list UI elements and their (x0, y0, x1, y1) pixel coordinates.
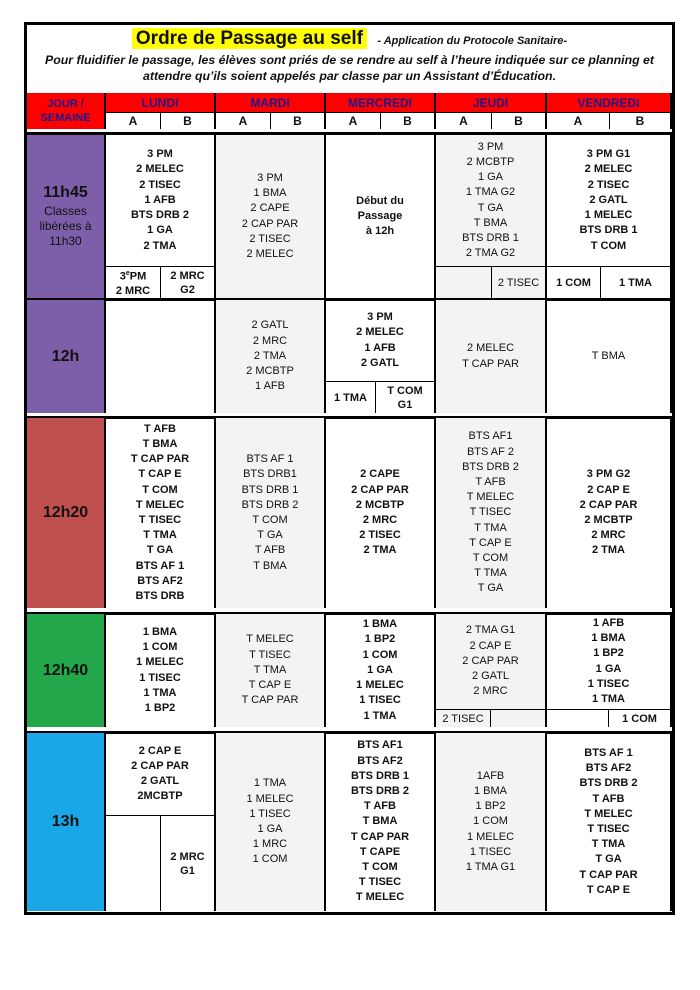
slot-12h20-jeudi (436, 418, 547, 608)
class-entry: 2 TISEC (139, 178, 181, 191)
time-label: 13h (51, 813, 80, 830)
day-header-mardi: MARDI (216, 93, 326, 112)
class-entry: BTS AF 1 (246, 453, 294, 466)
class-entry: 2 TMA (253, 349, 287, 362)
class-entry: T TISEC (138, 514, 182, 526)
class-entry: 2 CAP PAR (131, 759, 189, 772)
week-a-mercredi: A (326, 112, 381, 129)
slot-12h-mercredi-a (326, 381, 376, 413)
class-entry: BTS DRB 1 (462, 231, 519, 244)
class-entry: 2 TMA (143, 239, 177, 252)
class-entry: 3 PM (147, 148, 173, 161)
class-entry: 2 GATL (140, 775, 180, 787)
class-entry: T AFB (364, 800, 396, 813)
class-entry: BTS AF1 (357, 739, 403, 752)
class-entry: 2 GATL (471, 670, 510, 683)
class-entry: BTS DRB1 (243, 468, 297, 481)
class-entry: 2 MRC (362, 514, 398, 526)
class-entry: BTS DRB (135, 590, 185, 603)
class-entry: 1 COM (142, 641, 178, 654)
slot-12h-mardi (216, 300, 326, 413)
slot-13h-lundi-a (106, 815, 161, 911)
week-b-mardi: B (271, 112, 326, 129)
slot-13h-lundi-b (161, 815, 216, 911)
class-entry: G2 (180, 283, 195, 296)
slot-12h-mercredi-b (376, 381, 436, 413)
class-entry: T TISEC (358, 876, 402, 889)
class-entry: BTS DRB 2 (130, 209, 190, 222)
class-entry: BTS AF 2 (466, 445, 515, 458)
class-entry: BTS DRB 2 (350, 784, 410, 797)
class-entry: 1 TISEC (139, 671, 181, 684)
release-note (39, 204, 91, 249)
class-entry: 3 PM G1 (586, 148, 631, 161)
class-entry: 1 GA (367, 663, 393, 676)
class-entry: 1 COM (473, 815, 508, 828)
class-entry: G1 (397, 398, 413, 411)
class-entry: 2 MELEC (466, 342, 515, 355)
slot-12h40-vendredi-b (609, 709, 672, 727)
class-entry: T GA (257, 529, 283, 542)
class-entry: T CAP E (138, 468, 182, 481)
class-entry: 2 CAP E (138, 744, 182, 757)
class-entry: 1 MELEC (246, 792, 294, 805)
title-line (27, 28, 672, 50)
planning-frame (24, 22, 675, 915)
slot-11h45-lundi-b (161, 266, 216, 298)
class-entry: T AFB (592, 792, 625, 805)
class-entry: 1 COM (252, 853, 288, 866)
class-entry: 1 TMA (143, 686, 177, 699)
day-header-jeudi: JEUDI (436, 93, 547, 112)
class-entry: T COM (362, 861, 398, 873)
class-entry: 2 CAP E (587, 483, 630, 496)
class-entry: T AFB (254, 544, 286, 557)
class-entry: 2 CAP PAR (579, 498, 638, 511)
class-entry: 1 TMA (619, 276, 652, 289)
class-entry: 1 COM (362, 648, 398, 661)
week-b-vendredi: B (610, 112, 672, 129)
class-entry: T BMA (253, 559, 287, 572)
class-entry: 1 COM (556, 276, 591, 289)
class-entry: BTS AF 1 (584, 746, 633, 759)
class-entry: 3 PM (367, 311, 393, 324)
class-entry: 2 TISEC (587, 178, 630, 191)
class-entry: 3 PM G2 (586, 468, 631, 481)
class-entry: 2 TMA G2 (465, 247, 516, 260)
release-note-line: libérées à (39, 219, 92, 233)
class-entry: 2 MCBTP (246, 365, 294, 378)
class-entry: 3 PM (257, 171, 283, 184)
class-entry: T TMA (143, 529, 177, 542)
slot-13h-mercredi (326, 733, 436, 911)
corner-label: JOUR / (47, 98, 84, 110)
class-entry: Début du (356, 194, 404, 207)
class-entry: BTS AF1 (468, 430, 513, 443)
class-entry: 2 MRC (170, 850, 205, 863)
class-entry: T CAP E (586, 883, 631, 896)
class-entry: 2 CAP PAR (241, 217, 299, 230)
class-entry: 1 BP2 (144, 701, 176, 714)
class-entry: T MELEC (355, 891, 405, 904)
week-a-mardi: A (216, 112, 271, 129)
corner-label: SEMAINE (40, 112, 91, 124)
class-entry: T CAP PAR (462, 357, 519, 370)
class-entry: BTS DRB 1 (579, 224, 638, 237)
time-slot-12h (27, 300, 106, 413)
class-entry: T MELEC (584, 807, 633, 820)
intro-text: Pour fluidifier le passage, les élèves sont priés de se rendre au self à l’heure indiquée sur ce planning et attendre qu’ils soient appelés par classe par un Assistant d’Éducation. (45, 53, 654, 83)
slot-12h-vendredi (547, 300, 672, 413)
class-entry: T GA (595, 853, 622, 866)
week-b-mercredi: B (381, 112, 436, 129)
class-entry: 3ePM (119, 270, 147, 283)
class-entry: 1 GA (147, 224, 173, 237)
slot-12h40-jeudi (436, 614, 547, 709)
class-entry: 2 MCBTP (584, 514, 633, 526)
class-entry: 2 CAP PAR (462, 654, 519, 667)
class-entry: 1 TMA (363, 709, 397, 722)
time-label: 12h40 (42, 661, 89, 679)
class-entry: T BMA (142, 437, 178, 450)
class-entry: BTS DRB 1 (241, 483, 299, 496)
class-entry: 2 MRC (252, 334, 288, 347)
class-entry: T COM (142, 483, 178, 496)
class-entry: T MELEC (135, 498, 185, 511)
class-entry: 3 PM (477, 140, 504, 153)
class-entry: T CAP PAR (350, 830, 410, 843)
class-entry: 2 TMA (592, 544, 625, 557)
class-entry: 1 BMA (473, 784, 507, 797)
time-slot-12h20 (27, 418, 106, 608)
class-entry: T COM (472, 552, 509, 564)
class-entry: T GA (477, 582, 504, 595)
class-entry: 1 TMA (334, 391, 367, 404)
class-entry: T CAP E (469, 536, 512, 549)
slot-13h-lundi (106, 733, 216, 815)
slot-11h45-mardi (216, 135, 326, 298)
class-entry: BTS DRB 2 (579, 777, 638, 790)
class-entry: T CAPE (359, 845, 401, 858)
class-entry: 2 TMA G1 (465, 624, 516, 637)
page-title: Ordre de Passage au self (132, 28, 367, 49)
class-entry: T TMA (474, 567, 507, 580)
release-note-line: 11h30 (49, 234, 82, 248)
class-entry: 2 CAP PAR (351, 483, 409, 496)
slot-11h45-vendredi (547, 135, 672, 266)
slot-13h-vendredi (547, 733, 672, 911)
class-entry: 1 MELEC (466, 830, 515, 843)
class-entry: T TISEC (469, 506, 512, 519)
class-entry: 2 TISEC (359, 529, 401, 542)
class-entry: 1 TISEC (249, 807, 291, 820)
week-b-jeudi: B (492, 112, 547, 129)
class-entry: G1 (180, 864, 195, 877)
time-label: 11h45 (43, 184, 88, 201)
class-entry: 1 TMA (592, 692, 625, 705)
class-entry: 2 MCBTP (355, 498, 405, 511)
class-entry: 1 BP2 (364, 633, 396, 646)
time-slot-13h (27, 733, 106, 911)
class-entry: T BMA (473, 216, 508, 229)
class-entry: T TISEC (587, 823, 630, 835)
class-entry: 2 MRC (115, 284, 151, 297)
class-entry: 1 TISEC (587, 677, 630, 690)
class-entry: BTS DRB 2 (462, 460, 519, 473)
class-entry: T BMA (362, 815, 398, 828)
class-entry: T AFB (475, 475, 506, 488)
slot-12h40-lundi (106, 614, 216, 727)
class-entry: T TMA (474, 521, 507, 534)
class-entry: 2 MELEC (356, 326, 404, 339)
document-header (27, 25, 672, 95)
class-entry: 2 TISEC (497, 276, 540, 289)
class-entry: T MELEC (466, 491, 515, 504)
slot-13h-mardi (216, 733, 326, 911)
slot-12h40-jeudi-b (491, 709, 547, 727)
class-entry: 2 CAPE (250, 202, 290, 215)
class-entry: 1 TMA G2 (465, 186, 516, 199)
class-entry: 1 MELEC (584, 209, 633, 222)
class-entry: 1 BP2 (593, 647, 624, 660)
class-entry: T COM (387, 384, 423, 397)
class-entry: 1 AFB (592, 616, 625, 629)
class-entry: 2 MRC (170, 269, 205, 282)
class-entry: T COM (590, 239, 627, 252)
class-entry: 2 MRC (591, 529, 626, 542)
class-entry: 1 TMA G1 (465, 861, 516, 873)
slot-12h20-vendredi (547, 418, 672, 608)
day-header-mercredi: MERCREDI (326, 93, 436, 112)
class-entry: T CAP PAR (130, 453, 190, 466)
slot-11h45-jeudi-b (492, 266, 547, 298)
class-entry: 2 TISEC (442, 712, 484, 725)
class-entry: 1 MELEC (136, 656, 184, 669)
slot-12h20-mardi (216, 418, 326, 608)
time-slot-11h45 (27, 135, 106, 298)
slot-12h40-vendredi-a (547, 709, 609, 727)
week-a-jeudi: A (436, 112, 492, 129)
class-entry: 2 TMA (363, 544, 397, 557)
class-entry: 2 TISEC (249, 232, 291, 245)
class-entry: T COM (252, 514, 288, 526)
class-entry: T GA (146, 544, 174, 557)
class-entry: T TMA (591, 838, 626, 851)
day-header-lundi: LUNDI (106, 93, 216, 112)
class-entry: T CAP PAR (579, 868, 638, 881)
slot-12h-mercredi (326, 300, 436, 381)
slot-11h45-lundi-a (106, 266, 161, 298)
slot-11h45-vendredi-b (601, 266, 672, 298)
release-note-line: Classes (44, 204, 87, 218)
class-entry: T CAP PAR (241, 694, 299, 707)
class-entry: 1 AFB (364, 341, 396, 354)
class-entry: 2 GATL (589, 193, 628, 206)
class-entry: 2MCBTP (137, 790, 183, 803)
class-entry: 2 GATL (251, 319, 289, 332)
slot-11h45-jeudi (436, 135, 547, 266)
class-entry: T MELEC (246, 633, 294, 646)
slot-12h-lundi (106, 300, 216, 413)
class-entry: T TISEC (249, 648, 291, 661)
class-entry: 1 BMA (253, 187, 287, 200)
slot-11h45-jeudi-a (436, 266, 492, 298)
class-entry: T CAP E (248, 679, 292, 692)
class-entry: 1 GA (257, 823, 283, 835)
class-entry: T AFB (144, 422, 176, 435)
class-entry: 1 MELEC (356, 679, 404, 692)
class-entry: 1 GA (595, 662, 622, 675)
class-entry: 1 BMA (362, 618, 398, 631)
page-subtitle: - Application du Protocole Sanitaire- (377, 35, 568, 47)
class-entry: 1 BP2 (475, 800, 506, 813)
class-entry: 1 BMA (142, 625, 178, 638)
class-entry: T BMA (591, 349, 626, 362)
slot-11h45-lundi (106, 135, 216, 266)
week-a-lundi: A (106, 112, 161, 129)
slot-12h-jeudi (436, 300, 547, 413)
slot-12h20-lundi (106, 418, 216, 608)
time-slot-12h40 (27, 614, 106, 727)
class-entry: 2 GATL (360, 356, 400, 369)
class-entry: 1 BMA (591, 632, 626, 645)
slot-13h-jeudi (436, 733, 547, 911)
class-entry: 2 MELEC (136, 163, 184, 176)
class-entry: 1 MRC (252, 838, 288, 851)
class-entry: BTS DRB 2 (241, 498, 299, 511)
class-entry: 2 MRC (473, 685, 508, 698)
class-entry: 1 TISEC (359, 694, 401, 707)
slot-11h45-vendredi-a (547, 266, 601, 298)
class-entry: 1 TMA (253, 777, 287, 790)
class-entry: Passage (357, 209, 403, 222)
class-entry: 1 AFB (255, 380, 285, 393)
class-entry: BTS DRB 1 (350, 769, 410, 782)
class-entry: 2 MCBTP (466, 155, 515, 168)
time-label: 12h20 (42, 504, 89, 521)
slot-12h20-mercredi (326, 418, 436, 608)
slot-12h40-jeudi-a (436, 709, 491, 727)
corner-header (27, 93, 106, 129)
time-label: 12h (51, 347, 80, 365)
class-entry: T TMA (253, 663, 287, 676)
class-entry: 2 CAP E (469, 639, 512, 652)
class-entry: 1 GA (477, 171, 504, 184)
class-entry: T GA (477, 201, 504, 214)
class-entry: 1 TISEC (469, 845, 512, 858)
class-entry: 1 AFB (144, 193, 176, 206)
slot-12h40-vendredi (547, 614, 672, 709)
day-header-vendredi: VENDREDI (547, 93, 672, 112)
slot-11h45-mercredi (326, 135, 436, 298)
slot-12h40-mardi (216, 614, 326, 727)
slot-12h40-mercredi (326, 614, 436, 727)
class-entry: 1 COM (622, 712, 657, 725)
class-entry: BTS AF 1 (135, 559, 185, 572)
week-b-lundi: B (161, 112, 216, 129)
class-entry: 2 CAPE (360, 468, 400, 481)
class-entry: BTS AF2 (137, 574, 183, 587)
class-entry: 2 MELEC (246, 247, 294, 260)
class-entry: 1AFB (476, 769, 505, 782)
class-entry: BTS AF2 (357, 754, 403, 767)
class-entry: BTS AF2 (585, 762, 632, 775)
class-entry: 2 MELEC (584, 163, 633, 176)
class-entry: à 12h (365, 225, 395, 238)
week-a-vendredi: A (547, 112, 610, 129)
